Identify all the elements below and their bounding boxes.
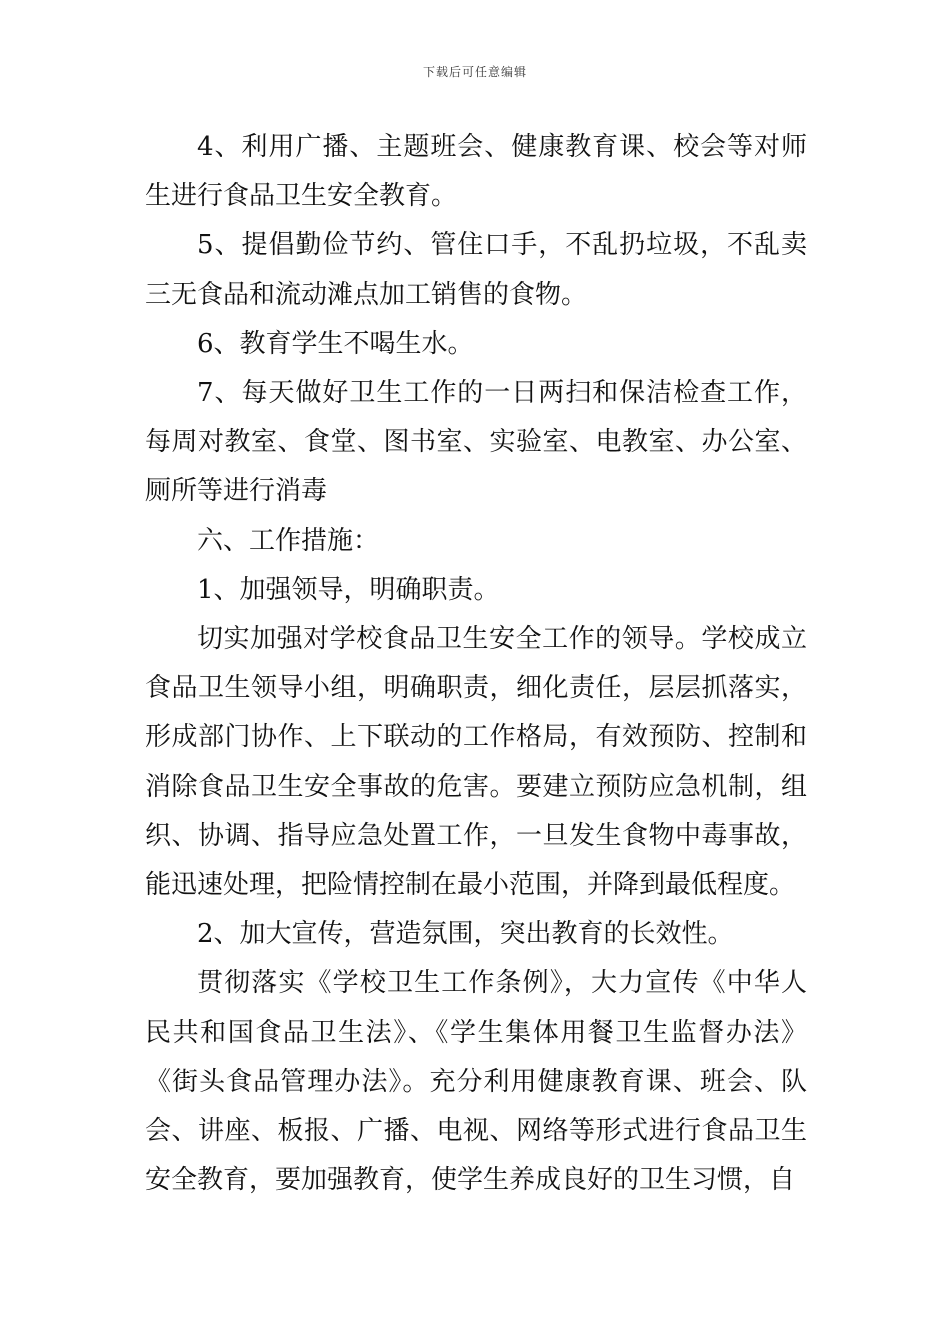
document-body (145, 123, 807, 1205)
page-header: 下载后可任意编辑 (422, 65, 527, 79)
paragraph-item-4: 4、利用广播、主题班会、健康教育课、校会等对师生进行食品卫生安全教育。 (145, 132, 807, 212)
paragraph-leadership: 切实加强对学校食品卫生安全工作的领导。学校成立食品卫生领导小组，明确职责，细化责任，层层抓落实，形成部门协作、上下联动的工作格局，有效预防、控制和消除食品卫生安全事故的危害。要建立预防应急机制，组织、协调、指导应急处置工作，一旦发生食物中毒事故，能迅速处理，把险情控制在最小范围，并降到最低程度。 (145, 624, 807, 901)
paragraph-publicity: 贯彻落实《学校卫生工作条例》，大力宣传《中华人民共和国食品卫生法》、《学生集体用餐卫生监督办法》《街头食品管理办法》。充分利用健康教育课、班会、队会、讲座、板报、广播、电视、网络等形式进行食品卫生安全教育，要加强教育，使学生养成良好的卫生习惯，自 (145, 968, 807, 1196)
subheading-leadership: 1、加强领导，明确职责。 (197, 574, 500, 605)
section-heading-work-measures: 六、工作措施： (197, 525, 380, 556)
subheading-publicity: 2、加大宣传，营造氛围，突出教育的长效性。 (197, 919, 734, 950)
paragraph-item-6: 6、教育学生不喝生水。 (197, 328, 474, 359)
paragraph-item-5: 5、提倡勤俭节约、管住口手，不乱扔垃圾，不乱卖三无食品和流动滩点加工销售的食物。 (145, 230, 807, 310)
paragraph-item-7: 7、每天做好卫生工作的一日两扫和保洁检查工作，每周对教室、食堂、图书室、实验室、电教室、办公室、厕所等进行消毒 (145, 378, 807, 507)
